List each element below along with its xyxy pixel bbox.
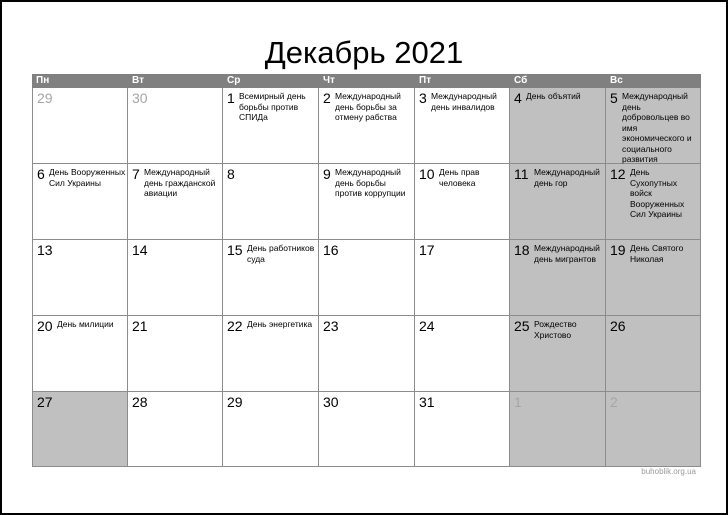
weekday-sun: Вс: [610, 75, 623, 86]
day-cell: [128, 88, 223, 164]
day-number: 26: [610, 318, 626, 334]
day-event: День энергетика: [247, 319, 313, 329]
day-cell: [319, 316, 415, 392]
day-number: 23: [323, 318, 339, 334]
day-number: 11: [514, 166, 529, 182]
day-cell: [606, 88, 701, 164]
day-cell: [415, 240, 510, 316]
day-number: 2: [610, 394, 618, 410]
day-number: 12: [610, 166, 626, 182]
weekday-header: [32, 74, 701, 88]
day-cell: [223, 392, 319, 467]
day-cell: [128, 240, 223, 316]
day-number: 6: [37, 166, 45, 182]
calendar-grid: [32, 74, 701, 466]
day-cell: [510, 164, 606, 240]
day-event: Международный день гор: [534, 167, 600, 188]
day-number: 9: [323, 166, 331, 182]
day-event: День Вооруженных Сил Украины: [49, 167, 126, 188]
day-cell: [128, 316, 223, 392]
day-number: 7: [132, 166, 140, 182]
weekday-tue: Вт: [132, 75, 144, 86]
day-cell: [510, 316, 606, 392]
day-number: 15: [227, 242, 243, 258]
day-event: День работников суда: [247, 243, 315, 264]
day-number: 29: [227, 394, 243, 410]
day-number: 21: [132, 318, 148, 334]
day-number: 16: [323, 242, 339, 258]
day-cell: [606, 392, 701, 467]
day-event: Всемирный день борьбы против СПИДа: [239, 91, 306, 122]
day-number: 3: [419, 90, 427, 106]
day-number: 2: [323, 90, 331, 106]
day-number: 24: [419, 318, 435, 334]
day-cell: [510, 88, 606, 164]
day-event: Рождество Христово: [534, 319, 577, 340]
day-cell: [415, 392, 510, 467]
day-number: 14: [132, 242, 148, 258]
day-cell: [606, 316, 701, 392]
weekday-mon: Пн: [36, 75, 50, 86]
day-cell: [223, 316, 319, 392]
day-cell: [415, 164, 510, 240]
day-number: 30: [323, 394, 339, 410]
day-event: Международный день борьбы за отмену рабства: [335, 91, 401, 122]
day-cell: [223, 164, 319, 240]
day-cell: [32, 392, 128, 467]
day-cell: [319, 240, 415, 316]
day-cell: [510, 240, 606, 316]
day-cell: [128, 164, 223, 240]
day-event: День Святого Николая: [630, 243, 684, 264]
day-event: День милиции: [57, 319, 114, 329]
day-number: 10: [419, 166, 435, 182]
calendar-title: Декабрь 2021: [264, 35, 464, 70]
day-number: 4: [514, 90, 522, 106]
weekday-wed: Ср: [227, 75, 241, 86]
day-number: 29: [37, 90, 53, 106]
day-number: 30: [132, 90, 148, 106]
day-number: 22: [227, 318, 243, 334]
day-cell: [223, 88, 319, 164]
day-number: 5: [610, 90, 618, 106]
day-cell: [32, 164, 128, 240]
day-cell: [32, 316, 128, 392]
day-number: 17: [419, 242, 435, 258]
weekday-thu: Чт: [323, 75, 335, 86]
weekday-sat: Сб: [514, 75, 528, 86]
day-number: 19: [610, 242, 626, 258]
day-event: Международный день мигрантов: [534, 243, 600, 264]
day-cell: [415, 88, 510, 164]
day-event: Международный день борьбы против коррупции: [335, 167, 406, 198]
day-number: 20: [37, 318, 53, 334]
day-cell: [319, 164, 415, 240]
day-cell: [510, 392, 606, 467]
day-number: 8: [227, 166, 235, 182]
day-cell: [319, 392, 415, 467]
day-event: Международный день гражданской авиации: [144, 167, 216, 198]
source-credit: buhoblik.org.ua: [641, 467, 696, 476]
weekday-fri: Пт: [419, 75, 432, 86]
day-cell: [415, 316, 510, 392]
day-number: 13: [37, 242, 53, 258]
day-number: 18: [514, 242, 530, 258]
day-number: 1: [514, 394, 522, 410]
day-event: День прав человека: [439, 167, 480, 188]
day-cell: [223, 240, 319, 316]
day-number: 28: [132, 394, 148, 410]
day-cell: [128, 392, 223, 467]
day-number: 27: [37, 394, 53, 410]
day-cell: [606, 164, 701, 240]
day-number: 31: [419, 394, 435, 410]
day-number: 1: [227, 90, 235, 106]
day-cell: [32, 240, 128, 316]
day-event: Международный день инвалидов: [431, 91, 497, 112]
day-event: Международный день добровольцев во имя экономического и социального развития: [622, 91, 692, 164]
day-cell: [32, 88, 128, 164]
day-event: День Сухопутных войск Вооруженных Сил Украины: [630, 167, 685, 219]
day-cell: [319, 88, 415, 164]
day-number: 25: [514, 318, 530, 334]
day-cell: [606, 240, 701, 316]
day-event: День объятий: [526, 91, 581, 101]
